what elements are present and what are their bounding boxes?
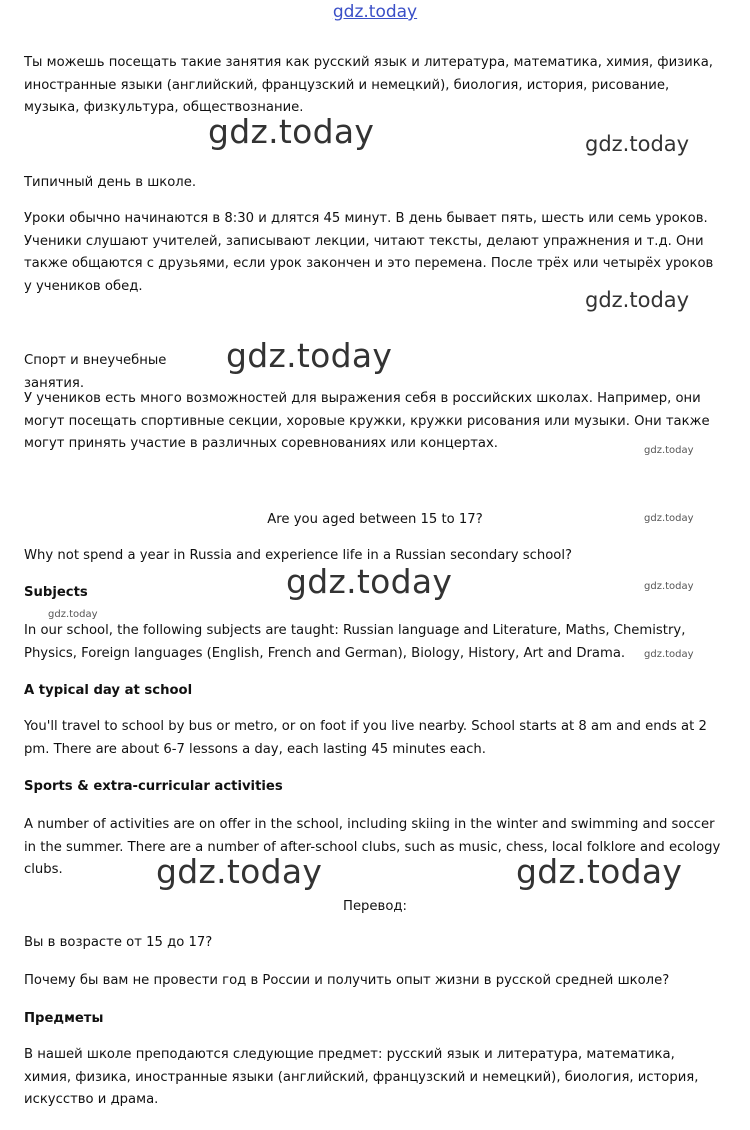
translation-question: Вы в возрасте от 15 до 17? bbox=[24, 935, 213, 950]
ru-typical-day-heading: Типичный день в школе. bbox=[24, 175, 197, 190]
en-subjects-heading: Subjects bbox=[24, 585, 88, 600]
watermark: gdz.today bbox=[48, 609, 98, 620]
top-watermark-link[interactable]: gdz.today bbox=[332, 2, 418, 22]
watermark: gdz.today bbox=[644, 649, 694, 660]
watermark: gdz.today bbox=[516, 852, 683, 891]
en-day-paragraph: You'll travel to school by bus or metro, or on foot if you live nearby. School starts at 8 am and ends at 2 pm. There are about 6-7 lessons a day, each lasting 45 minutes each. bbox=[24, 719, 707, 757]
translation-subjects-paragraph: В нашей школе преподаются следующие предмет: русский язык и литература, математика, химия, физика, иностранные языки (английский, французский и немецкий), биология, история, искусство и драма. bbox=[24, 1047, 699, 1107]
en-why-paragraph: Why not spend a year in Russia and experience life in a Russian secondary school? bbox=[24, 548, 572, 563]
en-day-heading: A typical day at school bbox=[24, 683, 193, 698]
watermark: gdz.today bbox=[286, 562, 453, 601]
watermark: gdz.today bbox=[585, 132, 690, 156]
en-question: Are you aged between 15 to 17? bbox=[267, 512, 483, 527]
en-subjects-paragraph: In our school, the following subjects are taught: Russian language and Literature, Maths, Chemistry, Physics, Foreign languages (English, French and German), Biology, History, Art and Drama. bbox=[24, 623, 686, 661]
translation-label: Перевод: bbox=[343, 899, 407, 914]
ru-typical-day-paragraph: Уроки обычно начинаются в 8:30 и длятся 45 минут. В день бывает пять, шесть или семь уроков. Ученики слушают учителей, записывают лекции, читают тексты, делают упражнения и т.д. Они также общаются с друзьями, если урок закончен и это перемена. После трёх или четырёх уроков у учеников обед. bbox=[24, 211, 714, 294]
translation-why: Почему бы вам не провести год в России и получить опыт жизни в русской средней школе? bbox=[24, 973, 670, 988]
watermark: gdz.today bbox=[156, 852, 323, 891]
en-sports-heading: Sports & extra-curricular activities bbox=[24, 779, 283, 794]
translation-subjects-heading: Предметы bbox=[24, 1011, 104, 1026]
ru-sports-heading: Спорт и внеучебные занятия. bbox=[24, 353, 167, 391]
ru-subjects-paragraph: Ты можешь посещать такие занятия как русский язык и литература, математика, химия, физика, иностранные языки (английский, французский и немецкий), биология, история, рисование, музыка, физкультура, обществознание. bbox=[24, 55, 713, 115]
watermark: gdz.today bbox=[585, 288, 690, 312]
watermark: gdz.today bbox=[226, 336, 393, 375]
watermark: gdz.today bbox=[644, 581, 694, 592]
watermark: gdz.today bbox=[644, 513, 694, 524]
ru-sports-paragraph: У учеников есть много возможностей для выражения себя в российских школах. Например, они могут посещать спортивные секции, хоровые кружки, кружки рисования или музыки. Они также могут принять участие в различных соревнованиях или концертах. bbox=[24, 391, 710, 451]
watermark: gdz.today bbox=[644, 445, 694, 456]
watermark: gdz.today bbox=[208, 112, 375, 151]
en-sports-paragraph: A number of activities are on offer in the school, including skiing in the winter and swimming and soccer in the summer. There are a number of after-school clubs, such as music, chess, local folklore and ecology clubs. bbox=[24, 817, 721, 877]
